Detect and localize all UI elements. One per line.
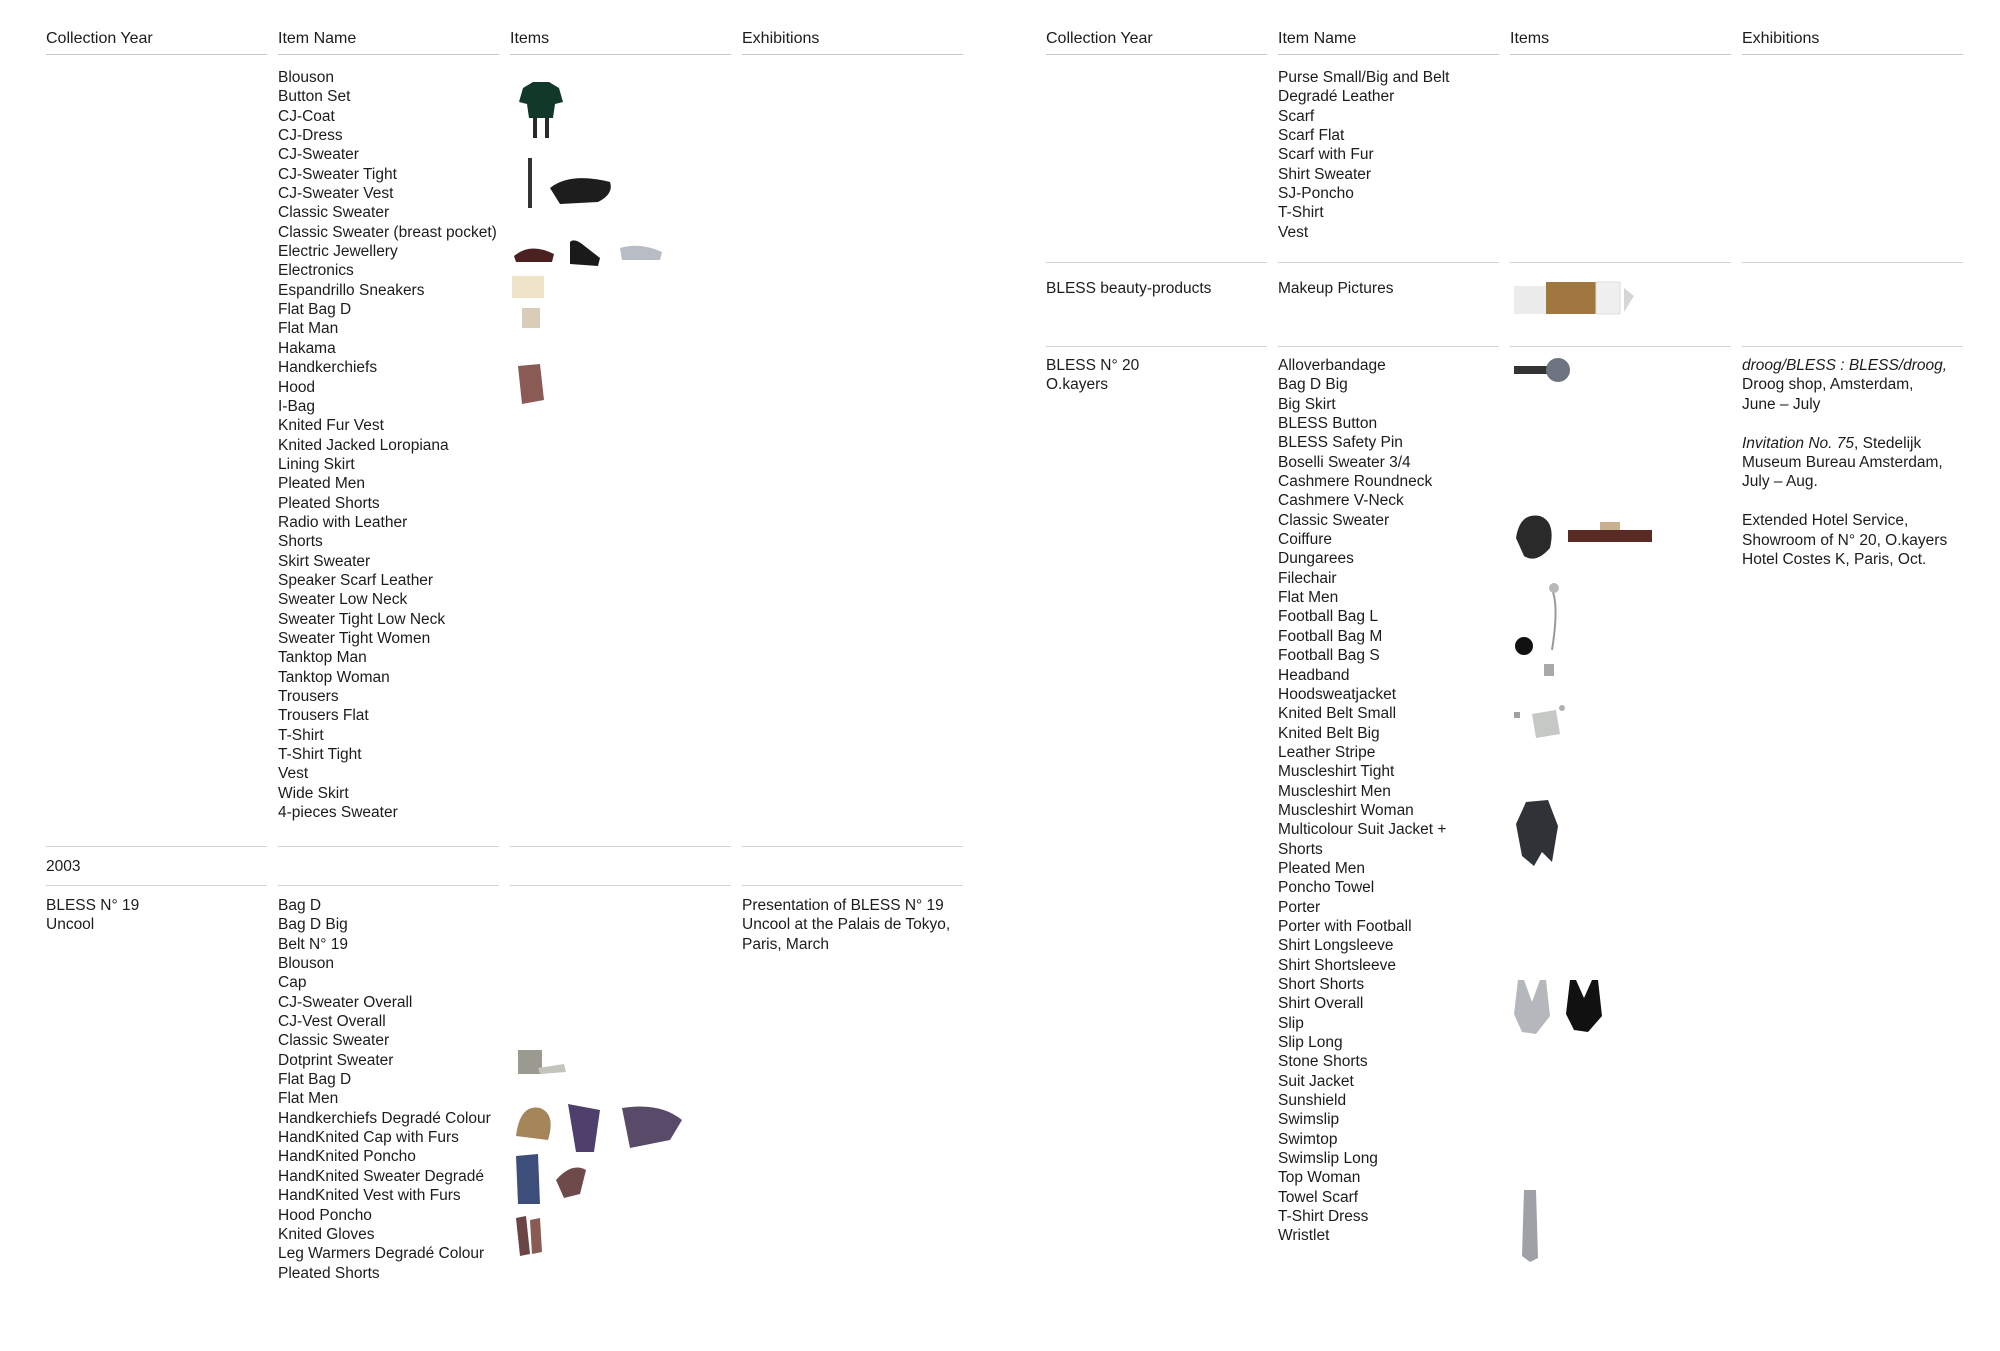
list-item: BLESS Button [1278,415,1378,433]
list-item: Slip [1278,1014,1304,1032]
list-item: Pleated Men [278,475,366,493]
list-item: CJ-Sweater Vest [278,185,394,203]
list-item: Flat Men [278,1090,339,1108]
leg-warmers-image [512,1212,546,1260]
list-item: Blouson [278,69,335,86]
list-item: Vest [278,765,309,783]
alloverbandage-image [1512,356,1576,386]
exhibition-line: June – July [1742,395,1821,413]
list-item: HandKnited Poncho [278,1148,416,1166]
exhibition-line: Extended Hotel Service, [1742,512,1909,530]
divider [46,885,267,886]
exhibition-title: Invitation No. 75 [1742,434,1855,452]
knited-belt-image [1510,700,1574,744]
list-item: Bag D Big [1278,376,1348,394]
list-item: Sweater Tight Low Neck [278,610,446,628]
list-item: T-Shirt [1278,204,1324,222]
divider [742,846,963,847]
header-collection-year: Collection Year [1046,28,1267,55]
list-item: Cashmere Roundneck [1278,473,1433,491]
list-item: Classic Sweater [278,204,390,222]
football-bag-image [1512,632,1542,660]
list-item: Hoodsweatjacket [1278,685,1397,703]
list-item: Towel Scarf [1278,1188,1359,1206]
list-item: Shirt Shortsleeve [1278,956,1397,974]
list-item: Alloverbandage [1278,357,1386,374]
divider [1510,346,1731,347]
collection-line: O.kayers [1046,376,1109,394]
list-item: Wristlet [1278,1227,1330,1245]
list-item: Pleated Shorts [278,1264,380,1282]
list-item: Shorts [278,533,323,551]
sneakers-image [510,232,670,270]
list-item: Pleated Men [1278,859,1366,877]
list-item: SJ-Poncho [1278,185,1354,203]
list-item: Football Bag L [1278,608,1378,626]
list-item: Makeup Pictures [1278,280,1394,297]
list-item: Shorts [1278,840,1323,858]
exhibition-line: Presentation of BLESS N° 19 [742,897,944,914]
list-item: Lining Skirt [278,455,355,473]
year-label: 2003 [46,858,81,875]
list-item: Belt N° 19 [278,935,348,953]
exhibition-line: Museum Bureau Amsterdam, [1742,454,1943,472]
collection-name [1046,356,1267,395]
list-item: Headband [1278,666,1350,684]
list-item: T-Shirt Tight [278,746,362,764]
list-item: Flat Man [278,320,339,338]
list-item: Button Set [278,88,351,106]
list-item: HandKnited Vest with Furs [278,1187,461,1205]
list-item: Football Bag S [1278,647,1380,665]
list-item: Tanktop Man [278,649,367,667]
divider [1510,262,1731,263]
list-item: I-Bag [278,397,316,415]
list-item: T-Shirt Dress [1278,1208,1369,1226]
divider [1046,346,1267,347]
list-item: Sunshield [1278,1092,1347,1110]
collection-name [46,896,267,935]
exhibition-line: Showroom of N° 20, O.kayers [1742,531,1948,549]
exhibition-text [742,896,963,954]
item-name-list [1278,68,1499,242]
list-item: Top Woman [1278,1169,1361,1187]
list-item: Shirt Sweater [1278,165,1372,183]
exhibition-line: , Stedelijk [1854,434,1922,452]
blouson-image [515,78,567,148]
list-item: Trousers Flat [278,707,369,725]
exhibition-line: July – Aug. [1742,473,1818,491]
list-item: Dungarees [1278,550,1354,568]
list-item: Hakama [278,339,336,357]
exhibition-line: Uncool at the Palais de Tokyo, [742,916,951,934]
item-name-list [278,68,499,822]
list-item: Leg Warmers Degradé Colour [278,1245,485,1263]
header-items: Items [510,28,731,55]
list-item: 4-pieces Sweater [278,804,398,822]
divider [1742,262,1963,263]
list-item: Classic Sweater (breast pocket) [278,223,497,241]
list-item: Classic Sweater [278,1032,390,1050]
handknited-image [510,1098,690,1158]
list-item: Porter [1278,898,1321,916]
exhibition-entry [1742,511,1963,569]
list-item: Muscleshirt Woman [1278,801,1414,819]
list-item: CJ-Vest Overall [278,1013,386,1031]
list-item: Shirt Overall [1278,995,1364,1013]
list-item: Electric Jewellery [278,243,398,261]
list-item: Bag D Big [278,916,348,934]
list-item: Espandrillo Sneakers [278,281,425,299]
suit-jacket-image [1512,796,1566,872]
list-item: CJ-Sweater [278,146,359,164]
exhibition-line: Hotel Costes K, Paris, Oct. [1742,551,1927,569]
exhibitions-list [1742,356,1963,589]
list-item: CJ-Dress [278,127,343,145]
list-item: T-Shirt [278,726,324,744]
list-item: Scarf [1278,107,1315,125]
divider [278,885,499,886]
item-name-list [1278,356,1499,1246]
right-page [1000,0,2000,1351]
handkerchiefs-image [512,362,548,406]
list-item: Hood [278,378,316,396]
exhibition-entry [1742,434,1963,492]
list-item: Slip Long [1278,1034,1343,1052]
list-item: Big Skirt [1278,395,1336,413]
list-item: Vest [1278,223,1309,241]
list-item: Hood Poncho [278,1206,372,1224]
list-item: Shirt Longsleeve [1278,937,1394,955]
list-item: Muscleshirt Tight [1278,763,1395,781]
list-item: Swimtop [1278,1130,1338,1148]
handknited-vest-image [512,1150,602,1208]
list-item: Boselli Sweater 3/4 [1278,453,1411,471]
makeup-pictures-image [1512,278,1640,320]
divider [510,846,731,847]
header-item-name: Item Name [1278,28,1499,55]
list-item: Football Bag M [1278,627,1383,645]
list-item: CJ-Coat [278,107,335,125]
cj-sweater-image [520,158,620,214]
list-item: Flat Men [1278,589,1339,607]
collection-name: BLESS beauty-products [1046,280,1212,297]
list-item: Stone Shorts [1278,1053,1368,1071]
list-item: Handkerchiefs Degradé Colour [278,1109,491,1127]
divider [510,885,731,886]
list-item: Muscleshirt Men [1278,782,1391,800]
list-item: HandKnited Sweater Degradé [278,1167,484,1185]
electronics-image [508,272,548,332]
list-item: Knited Belt Big [1278,724,1380,742]
list-item: Short Shorts [1278,976,1365,993]
divider [742,885,963,886]
divider [1278,262,1499,263]
list-item: Flat Bag D [278,301,352,319]
collection-line: BLESS N° 20 [1046,357,1140,374]
list-item: Tanktop Woman [278,668,390,686]
list-item: Scarf with Fur [1278,146,1374,164]
list-item: Suit Jacket [1278,1072,1354,1090]
towel-scarf-image [1516,1186,1546,1266]
list-item: Poncho Towel [1278,879,1375,897]
list-item: Swimslip [1278,1111,1340,1129]
list-item: Bag D [278,897,322,914]
collection-line: Uncool [46,916,95,934]
list-item: Filechair [1278,569,1337,587]
header-items: Items [1510,28,1731,55]
divider [1278,346,1499,347]
list-item: Leather Stripe [1278,743,1376,761]
list-item: Sweater Tight Women [278,629,431,647]
list-item: Purse Small/Big and Belt [1278,69,1450,86]
dotprint-sweater-image [514,1046,570,1080]
list-item: Classic Sweater [1278,511,1390,529]
coiffure-image [1510,508,1660,568]
list-item: CJ-Sweater Overall [278,993,413,1011]
list-item: Radio with Leather [278,513,408,531]
exhibition-line: Paris, March [742,935,829,953]
list-item: Trousers [278,688,339,705]
divider [46,846,267,847]
collection-line: BLESS N° 19 [46,897,140,914]
list-item: Degradé Leather [1278,88,1395,106]
header-collection-year: Collection Year [46,28,267,55]
list-item: Coiffure [1278,531,1332,549]
list-item: Cashmere V-Neck [1278,492,1404,510]
list-item: Dotprint Sweater [278,1051,394,1069]
exhibition-line: Droog shop, Amsterdam, [1742,376,1914,394]
list-item: Porter with Football [1278,917,1412,935]
list-item: BLESS Safety Pin [1278,434,1403,452]
swimwear-image [1510,976,1620,1040]
headband-image [1540,660,1560,682]
list-item: Swimslip Long [1278,1150,1378,1168]
list-item: Sweater Low Neck [278,591,408,609]
exhibition-entry [1742,356,1963,414]
list-item: Multicolour Suit Jacket + [1278,821,1447,839]
header-item-name: Item Name [278,28,499,55]
list-item: Blouson [278,955,335,973]
list-item: Handkerchiefs [278,359,378,377]
list-item: Knited Gloves [278,1225,375,1243]
list-item: Speaker Scarf Leather [278,571,434,589]
list-item: Flat Bag D [278,1071,352,1089]
list-item: CJ-Sweater Tight [278,165,397,183]
divider [1046,262,1267,263]
divider [278,846,499,847]
list-item: Knited Belt Small [1278,705,1397,723]
header-exhibitions: Exhibitions [1742,28,1963,55]
header-exhibitions: Exhibitions [742,28,963,55]
list-item: Scarf Flat [1278,127,1345,145]
list-item: Wide Skirt [278,784,349,802]
list-item: HandKnited Cap with Furs [278,1129,459,1147]
list-item: Knited Fur Vest [278,417,384,435]
list-item: Cap [278,974,307,992]
divider [1742,346,1963,347]
list-item: Skirt Sweater [278,552,371,570]
list-item: Knited Jacked Loropiana [278,436,449,454]
list-item: Pleated Shorts [278,494,380,512]
item-name-list [278,896,499,1283]
list-item: Electronics [278,262,354,280]
exhibition-title: droog/BLESS : BLESS/droog, [1742,357,1948,374]
